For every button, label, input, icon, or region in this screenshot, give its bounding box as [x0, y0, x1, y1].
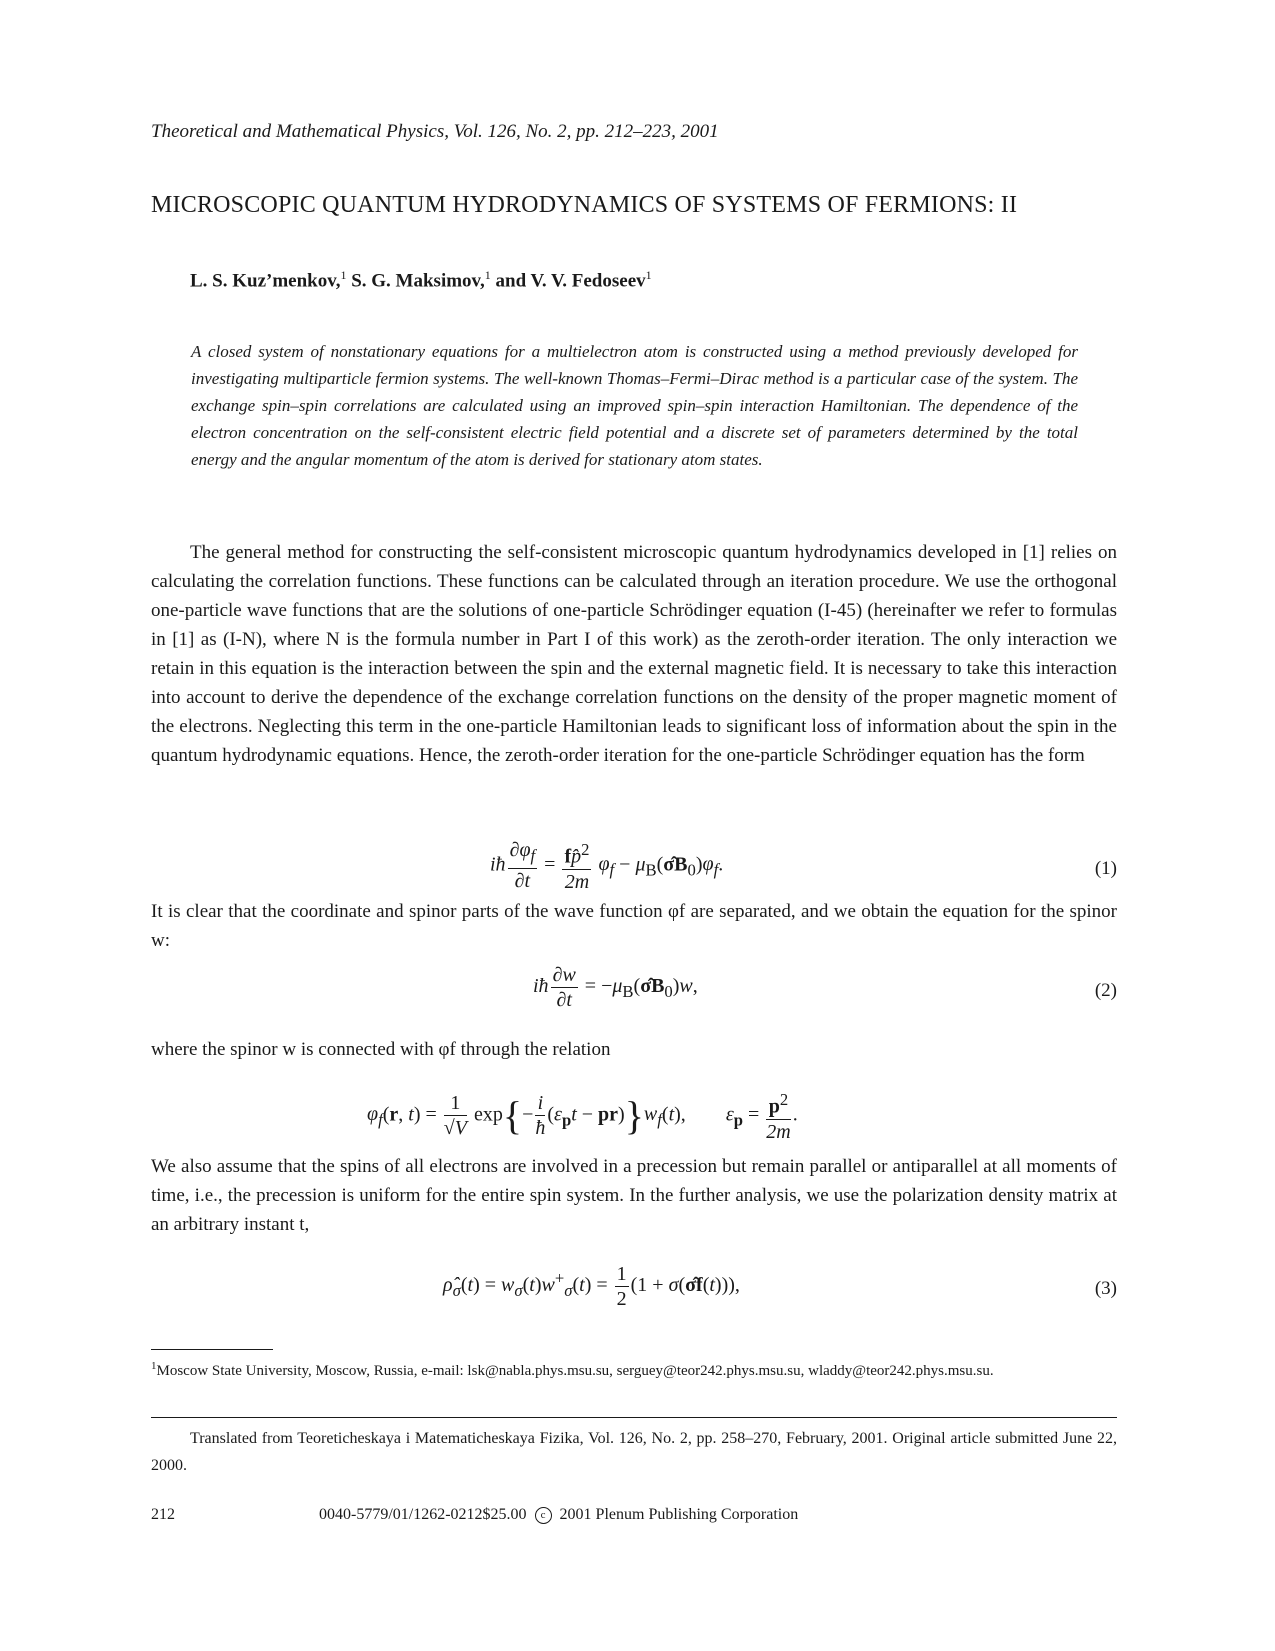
body-paragraph-3: where the spinor w is connected with φf through the relation — [151, 1039, 611, 1060]
equation-2-number: (2) — [1094, 980, 1117, 1001]
copyright-icon: c — [535, 1507, 552, 1524]
page-number: 212 — [151, 1506, 175, 1523]
copyright-text: 2001 Plenum Publishing Corporation — [559, 1506, 799, 1523]
journal-citation: Theoretical and Mathematical Physics, Vol. 126, No. 2, pp. 212–223, 2001 — [151, 121, 719, 142]
affiliation-mark: 1 — [645, 268, 652, 282]
equation-1: iħ $\frac{\partial\varphi_f}{\partial t}$ = $\frac{fp̂^2}{2m}$ $\varphi_f$ − $\mu_B(\sigmâB_0)\varphi_f$. — [490, 839, 724, 893]
author-name: S. G. Maksimov, — [351, 270, 485, 292]
body-paragraph-4: We also assume that the spins of all electrons are involved in a precession but remain parallel or antiparallel at all moments of time, i.e., the precession is uniform for the entire spin system. In the further analysis, we use the polarization density matrix at an arbitrary instant t, — [151, 1156, 1117, 1235]
article-title: MICROSCOPIC QUANTUM HYDRODYNAMICS OF SYSTEMS OF FERMIONS: II — [151, 192, 1018, 218]
issn: 0040-5779/01/1262-0212$25.00 — [319, 1506, 527, 1523]
footnote-mark: 1 — [151, 1360, 157, 1372]
abstract: A closed system of nonstationary equations for a multielectron atom is constructed using a method previously developed for investigating multiparticle fermion systems. The well-known Thomas–Fermi–Dirac method is a particular case of the system. The exchange spin–spin correlations are calculated using an improved spin–spin interaction Hamiltonian. The dependence of the electron concentration on the self-consistent electric field potential and a discrete set of parameters determined by the total energy and the angular momentum of the atom is derived for stationary atom states. — [191, 342, 1078, 469]
footnote-text: Moscow State University, Moscow, Russia, e-mail: lsk@nabla.phys.msu.su, serguey@teor242.phys.msu.su, wladdy@teor242.phys.msu.su. — [156, 1363, 994, 1379]
equation-2: iħ $\frac{\partial w}{\partial t}$ = $-\mu_B(\sigmâB_0)w$, — [533, 964, 698, 1011]
equation-3-number: (3) — [1094, 1278, 1117, 1299]
author-name: and V. V. Fedoseev — [495, 270, 646, 292]
footer-rule — [151, 1417, 1117, 1418]
copyright-line — [319, 1506, 798, 1524]
author-name: L. S. Kuz’menkov, — [190, 270, 341, 292]
affiliation-mark: 1 — [340, 268, 347, 282]
translation-note: Translated from Teoreticheskaya i Matematicheskaya Fizika, Vol. 126, No. 2, pp. 258–270, February, 2001. Original article submitted June 22, 2000. — [151, 1430, 1117, 1474]
affiliation-mark: 1 — [484, 268, 491, 282]
equation-1-number: (1) — [1094, 858, 1117, 879]
body-paragraph-2: It is clear that the coordinate and spinor parts of the wave function φf are separated, and we obtain the equation for the spinor w: — [151, 901, 1117, 951]
equation-wavefunction: $\varphi_f(r$, t) = $\frac{1}{√V}$ exp{− $\frac{i}{ħ}$ $(\varepsilon_pt - pr)\}w_f(t)$, $\varepsilon_p$ = $\frac{p^2}{2m}$ . — [367, 1090, 798, 1143]
footnote — [151, 1355, 1071, 1382]
footnote-rule — [151, 1349, 273, 1350]
body-paragraph-1: The general method for constructing the self-consistent microscopic quantum hydrodynamics developed in [1] relies on calculating the correlation functions. These functions can be calculated through an iteration procedure. We use the orthogonal one-particle wave functions that are the solutions of one-particle Schrödinger equation (I-45) (hereinafter we refer to formulas in [1] as (I-N), where N is the formula number in Part I of this work) as the zeroth-order iteration. The only interaction we retain in this equation is the interaction between the spin and the external magnetic field. It is necessary to take this interaction into account to derive the dependence of the exchange correlation functions on the density of the proper magnetic moment of the electrons. Neglecting this term in the one-particle Hamiltonian leads to significant loss of information about the spin in the quantum hydrodynamic equations. Hence, the zeroth-order iteration for the one-particle Schrödinger equation has the form — [151, 542, 1117, 766]
author-list — [190, 268, 652, 292]
equation-3: $\rhô_\sigma(t) = w_\sigma(t)w^+_\sigma(t)$ = $\frac{1}{2}$ (1 + σ(σ̂f(t))), — [443, 1263, 740, 1310]
